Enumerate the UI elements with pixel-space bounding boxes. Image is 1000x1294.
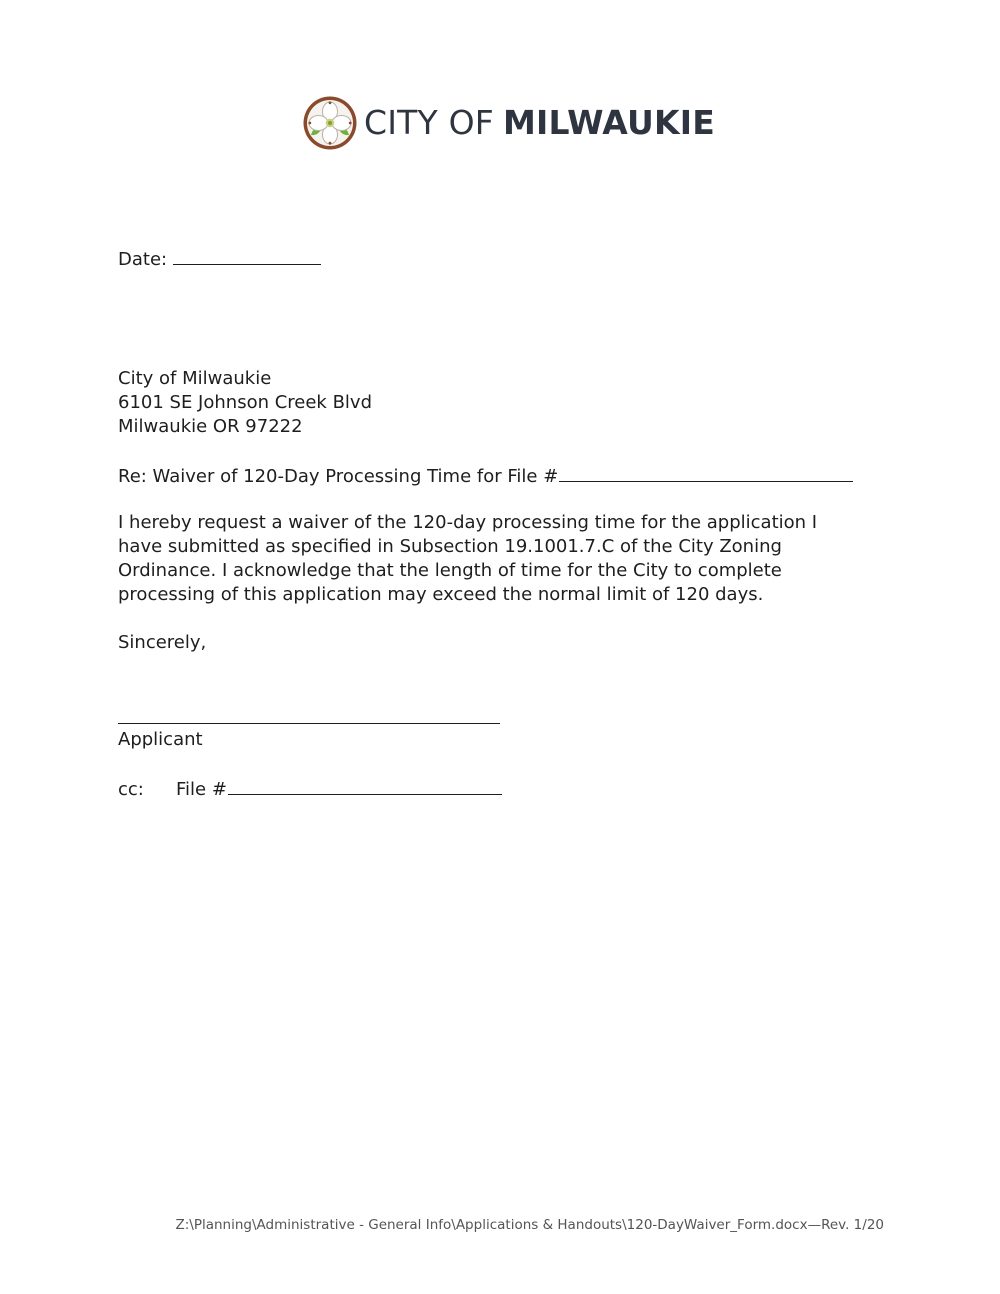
document-footer-path: Z:\Planning\Administrative - General Info\Applications & Handouts\120-DayWaiver_Form.docx—Rev. 1/20 [175, 1217, 884, 1233]
paragraph-line: Ordinance. I acknowledge that the length of time for the City to complete [118, 560, 782, 581]
paragraph-line: I hereby request a waiver of the 120-day processing time for the application I [118, 512, 818, 533]
recipient-address [118, 367, 372, 439]
file-number-field[interactable] [559, 463, 853, 482]
paragraph-line: processing of this application may exceed the normal limit of 120 days. [118, 584, 764, 605]
signature-field[interactable] [118, 723, 500, 724]
cc-file-label: File # [176, 779, 227, 800]
address-line-1: City of Milwaukie [118, 368, 272, 389]
city-logo [302, 95, 715, 151]
request-paragraph [118, 511, 878, 607]
logo-wordmark [364, 95, 715, 151]
signature-caption: Applicant [118, 729, 203, 750]
logo-text-light: CITY OF [364, 103, 494, 142]
cc-label: cc: [118, 779, 144, 800]
paragraph-line: have submitted as specified in Subsection 19.1001.7.C of the City Zoning [118, 536, 782, 557]
date-line [118, 246, 321, 272]
address-line-2: 6101 SE Johnson Creek Blvd [118, 392, 373, 413]
subject-label: Re: Waiver of 120-Day Processing Time for File # [118, 466, 559, 487]
logo-text-bold: MILWAUKIE [502, 103, 715, 142]
address-line-3: Milwaukie OR 97222 [118, 416, 303, 437]
dogwood-flower-icon [302, 95, 358, 151]
date-field[interactable] [173, 246, 321, 265]
subject-line [118, 463, 853, 489]
cc-line [118, 776, 502, 802]
closing-text: Sincerely, [118, 632, 207, 653]
cc-file-number-field[interactable] [228, 776, 502, 795]
date-label: Date: [118, 249, 168, 270]
